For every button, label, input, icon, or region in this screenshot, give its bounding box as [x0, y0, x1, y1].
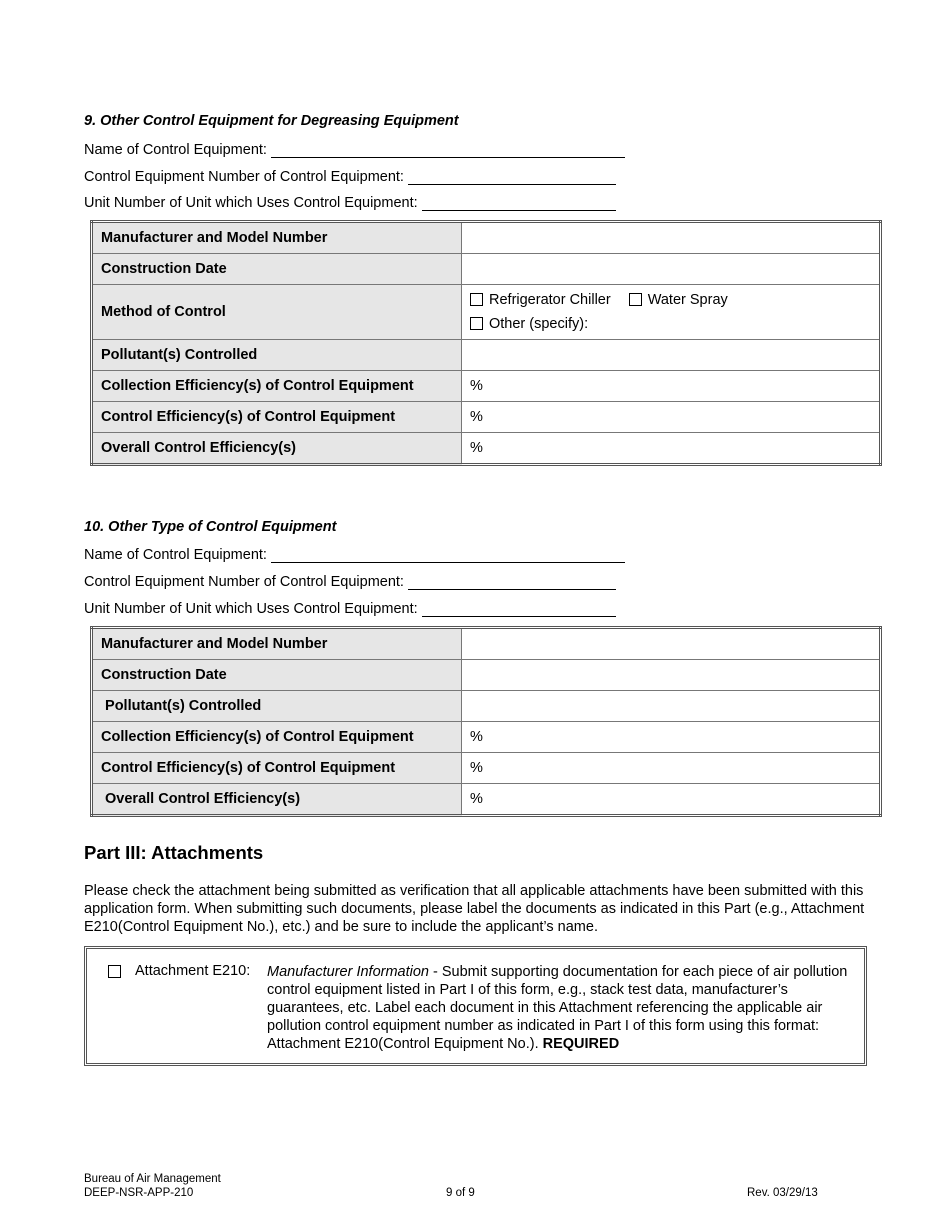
- attachment-e210-checkbox[interactable]: [108, 965, 121, 978]
- s10-collection-label: Collection Efficiency(s) of Control Equipment: [92, 722, 462, 753]
- s9-name-input[interactable]: [271, 141, 625, 158]
- table-row: [92, 691, 881, 722]
- table-row: [92, 222, 881, 254]
- s10-control-value[interactable]: [462, 753, 881, 784]
- part-3-title: Part III: Attachments: [84, 842, 264, 863]
- percent-sign: %: [470, 440, 483, 456]
- table-row: [92, 433, 881, 465]
- s10-unit-label: Unit Number of Unit which Uses Control Equipment:: [84, 601, 418, 617]
- s10-pollutants-value[interactable]: [462, 691, 881, 722]
- footer-org: Bureau of Air Management: [84, 1173, 221, 1185]
- s9-unit-label: Unit Number of Unit which Uses Control Equipment:: [84, 195, 418, 211]
- footer-org-block: [84, 1172, 221, 1200]
- water-spray-label: Water Spray: [647, 292, 728, 308]
- s10-manufacturer-value[interactable]: [462, 628, 881, 660]
- attachment-box: [84, 946, 867, 1066]
- table-row: [92, 371, 881, 402]
- refrigerator-chiller-label: Refrigerator Chiller: [489, 292, 611, 308]
- s10-control-label: Control Efficiency(s) of Control Equipment: [92, 753, 462, 784]
- s9-construction-value[interactable]: [462, 254, 881, 285]
- s9-pollutants-value[interactable]: [462, 340, 881, 371]
- footer-revision: Rev. 03/29/13: [747, 1187, 818, 1199]
- s9-method-label: Method of Control: [92, 285, 462, 340]
- s10-number-input[interactable]: [408, 573, 616, 590]
- s9-manufacturer-value[interactable]: [462, 222, 881, 254]
- s10-overall-value[interactable]: [462, 784, 881, 816]
- s10-construction-label: Construction Date: [92, 660, 462, 691]
- s10-name-field: [84, 543, 625, 563]
- s10-collection-value[interactable]: [462, 722, 881, 753]
- s9-name-label: Name of Control Equipment:: [84, 142, 267, 158]
- s9-method-options: [462, 285, 881, 340]
- percent-sign: %: [470, 378, 483, 394]
- section-9-title: 9. Other Control Equipment for Degreasing Equipment: [84, 113, 459, 129]
- attachment-e210-description: [267, 963, 857, 1053]
- footer-page-number: 9 of 9: [446, 1187, 475, 1199]
- s10-name-label: Name of Control Equipment:: [84, 547, 267, 563]
- table-row: [92, 402, 881, 433]
- s9-overall-label: Overall Control Efficiency(s): [92, 433, 462, 465]
- s9-number-field: [84, 165, 616, 185]
- s9-construction-label: Construction Date: [92, 254, 462, 285]
- percent-sign: %: [470, 409, 483, 425]
- s10-overall-label: Overall Control Efficiency(s): [92, 784, 462, 816]
- s10-number-field: [84, 570, 616, 590]
- s10-construction-value[interactable]: [462, 660, 881, 691]
- table-row: [92, 254, 881, 285]
- s9-unit-field: [84, 191, 616, 211]
- s9-control-label: Control Efficiency(s) of Control Equipment: [92, 402, 462, 433]
- s9-overall-value[interactable]: [462, 433, 881, 465]
- attachment-desc-text: - Submit supporting documentation for each piece of air pollution control equipment listed in Part I of this form, e.g., stack test data, manufacturer’s guarantees, etc. Label each document in this Attachment referencing the applicable air pollution control equipment number as indicated in Part I of this form using this format: Attachment E210(Control Equipment No.).: [267, 964, 848, 1052]
- percent-sign: %: [470, 760, 483, 776]
- s9-pollutants-label: Pollutant(s) Controlled: [92, 340, 462, 371]
- footer-form-id: DEEP-NSR-APP-210: [84, 1187, 194, 1199]
- s10-name-input[interactable]: [271, 546, 625, 563]
- table-row: [92, 340, 881, 371]
- table-row: [92, 784, 881, 816]
- attachment-desc-italic: Manufacturer Information: [267, 964, 429, 980]
- part-3-instructions: Please check the attachment being submitted as verification that all applicable attachments have been submitted with this application form. When submitting such documents, please label the documents as indicated in this Part (e.g., Attachment E210(Control Equipment No.), etc.) and be sure to include the applicant’s name.: [84, 883, 865, 935]
- other-method-checkbox[interactable]: [470, 317, 483, 330]
- s10-number-label: Control Equipment Number of Control Equipment:: [84, 574, 404, 590]
- s9-collection-label: Collection Efficiency(s) of Control Equipment: [92, 371, 462, 402]
- table-row: [92, 285, 881, 340]
- percent-sign: %: [470, 791, 483, 807]
- table-row: [92, 722, 881, 753]
- water-spray-checkbox[interactable]: [629, 293, 642, 306]
- s9-number-input[interactable]: [408, 168, 616, 185]
- refrigerator-chiller-checkbox[interactable]: [470, 293, 483, 306]
- other-method-label: Other (specify):: [489, 316, 589, 332]
- s9-name-field: [84, 138, 625, 158]
- s10-unit-input[interactable]: [422, 600, 616, 617]
- s9-collection-value[interactable]: [462, 371, 881, 402]
- s9-number-label: Control Equipment Number of Control Equipment:: [84, 169, 404, 185]
- attachment-e210-label: Attachment E210:: [135, 963, 251, 979]
- percent-sign: %: [470, 729, 483, 745]
- s10-manufacturer-label: Manufacturer and Model Number: [92, 628, 462, 660]
- table-row: [92, 660, 881, 691]
- s10-pollutants-label: Pollutant(s) Controlled: [92, 691, 462, 722]
- table-row: [92, 628, 881, 660]
- s9-control-value[interactable]: [462, 402, 881, 433]
- attachment-required-label: REQUIRED: [542, 1036, 620, 1052]
- s10-equipment-table: [90, 626, 882, 817]
- s9-unit-input[interactable]: [422, 194, 616, 211]
- section-10-title: 10. Other Type of Control Equipment: [84, 519, 337, 535]
- s9-manufacturer-label: Manufacturer and Model Number: [92, 222, 462, 254]
- table-row: [92, 753, 881, 784]
- s9-equipment-table: [90, 220, 882, 466]
- s10-unit-field: [84, 597, 616, 617]
